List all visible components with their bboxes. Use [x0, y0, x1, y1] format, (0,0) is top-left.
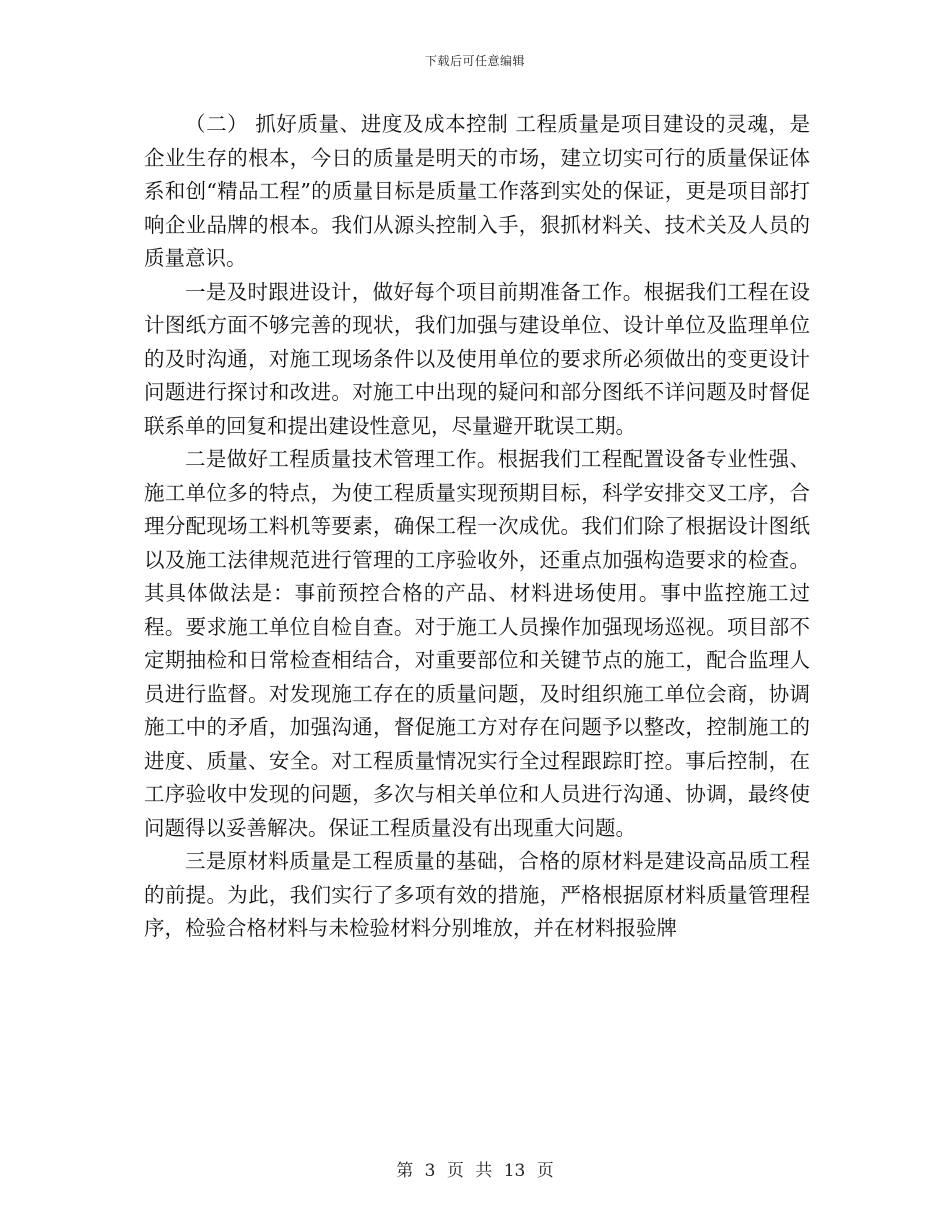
document-body [144, 108, 810, 946]
paragraph-raw-materials: 三是原材料质量是工程质量的基础，合格的原材料是建设高品质工程的前提。为此，我们实行了多项有效的措施，严格根据原材料质量管理程序，检验合格材料与未检验材料分别堆放，并在材料报验牌 [144, 849, 810, 940]
paragraph-design-followup: 一是及时跟进设计，做好每个项目前期准备工作。根据我们工程在设计图纸方面不够完善的现状，我们加强与建设单位、设计单位及监理单位的及时沟通，对施工现场条件以及使用单位的要求所必须做出的变更设计问题进行探讨和改进。对施工中出现的疑问和部分图纸不详问题及时督促联系单的回复和提出建设性意见，尽量避开耽误工期。 [144, 279, 810, 438]
page-footer-page-number: 第 3 页 共 13 页 [396, 1161, 554, 1181]
paragraph-technical-management: 二是做好工程质量技术管理工作。根据我们工程配置设备专业性强、施工单位多的特点，为使工程质量实现预期目标，科学安排交叉工序，合理分配现场工料机等要素，确保工程一次成优。我们们除了根据设计图纸以及施工法律规范进行管理的工序验收外，还重点加强构造要求的检查。其具体做法是：事前预控合格的产品、材料进场使用。事中监控施工过程。要求施工单位自检自查。对于施工人员操作加强现场巡视。项目部不定期抽检和日常检查相结合，对重要部位和关键节点的施工，配合监理人员进行监督。对发现施工存在的质量问题，及时组织施工单位会商，协调施工中的矛盾，加强沟通，督促施工方对存在问题予以整改，控制施工的进度、质量、安全。对工程质量情况实行全过程跟踪盯控。事后控制，在工序验收中发现的问题，多次与相关单位和人员进行沟通、协调，最终使问题得以妥善解决。保证工程质量没有出现重大问题。 [144, 447, 810, 840]
paragraph-quality-control: （二） 抓好质量、进度及成本控制 工程质量是项目建设的灵魂，是企业生存的根本，今日的质量是明天的市场，建立切实可行的质量保证体系和创“精品工程”的质量目标是质量工作落到实处的保证，更是项目部打响企业品牌的根本。我们从源头控制入手，狠抓材料关、技术关及人员的质量意识。 [144, 112, 810, 270]
page-header: 下载后可任意编辑 [424, 54, 525, 68]
